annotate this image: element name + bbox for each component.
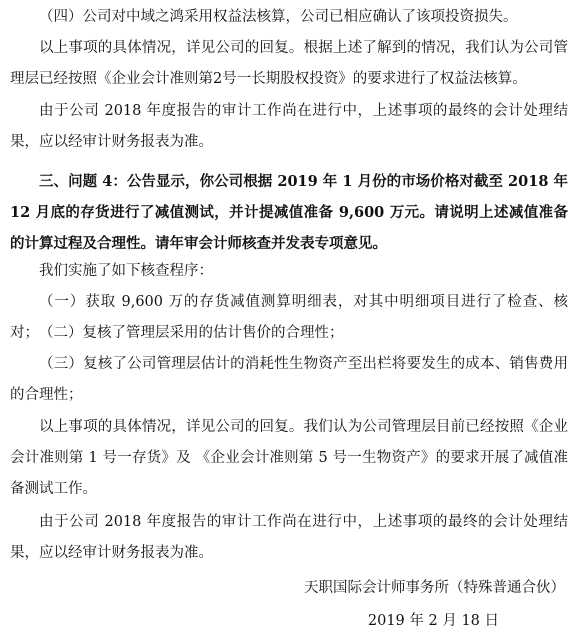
paragraph-investment-loss: （四）公司对中域之鸿采用权益法核算，公司已相应确认了该项投资损失。 <box>39 9 518 25</box>
paragraph-audit-ongoing-2: 由于公司 2018 年度报告的审计工作尚在进行中，上述事项的最终的会计处理结果，应以经审计财务报表为准。 <box>10 514 568 561</box>
paragraph-procedure-3: （三）复核了公司管理层估计的消耗性生物资产至出栏将要发生的成本、销售费用的合理性； <box>10 356 568 403</box>
paragraph-inventory-conclusion: 以上事项的具体情况，详见公司的回复。我们认为公司管理层目前已经按照《企业会计准则第 1 号一存货》及 《企业会计准则第 5 号一生物资产》的要求开展了减值准备测试工作。 <box>10 419 568 497</box>
paragraph-audit-ongoing-1: 由于公司 2018 年度报告的审计工作尚在进行中，上述事项的最终的会计处理结果，应以经审计财务报表为准。 <box>10 103 568 150</box>
signature-firm: 天职国际会计师事务所（特殊普通合伙） <box>304 580 565 596</box>
signature-date: 2019 年 2 月 18 日 <box>367 613 499 629</box>
paragraph-question-4: 三、问题 4：公告显示，你公司根据 2019 年 1 月份的市场价格对截至 2018 年 12 月底的存货进行了减值测试，并计提减值准备 9,600 万元。请说明上述减值准备的计算过程及合理性。请年审会计师核查并发表专项意见。 <box>10 173 568 252</box>
paragraph-procedures-intro: 我们实施了如下核查程序： <box>39 263 213 279</box>
paragraph-equity-method-conclusion: 以上事项的具体情况，详见公司的回复。根据上述了解到的情况，我们认为公司管理层已经按照《企业会计准则第2号一长期股权投资》的要求进行了权益法核算。 <box>10 40 568 87</box>
paragraph-procedure-1: （一）获取 9,600 万的存货减值测算明细表，对其中明细项目进行了检查、核对； <box>10 294 568 341</box>
paragraph-procedure-2: （二）复核了管理层采用的估计售价的合理性； <box>39 325 344 341</box>
